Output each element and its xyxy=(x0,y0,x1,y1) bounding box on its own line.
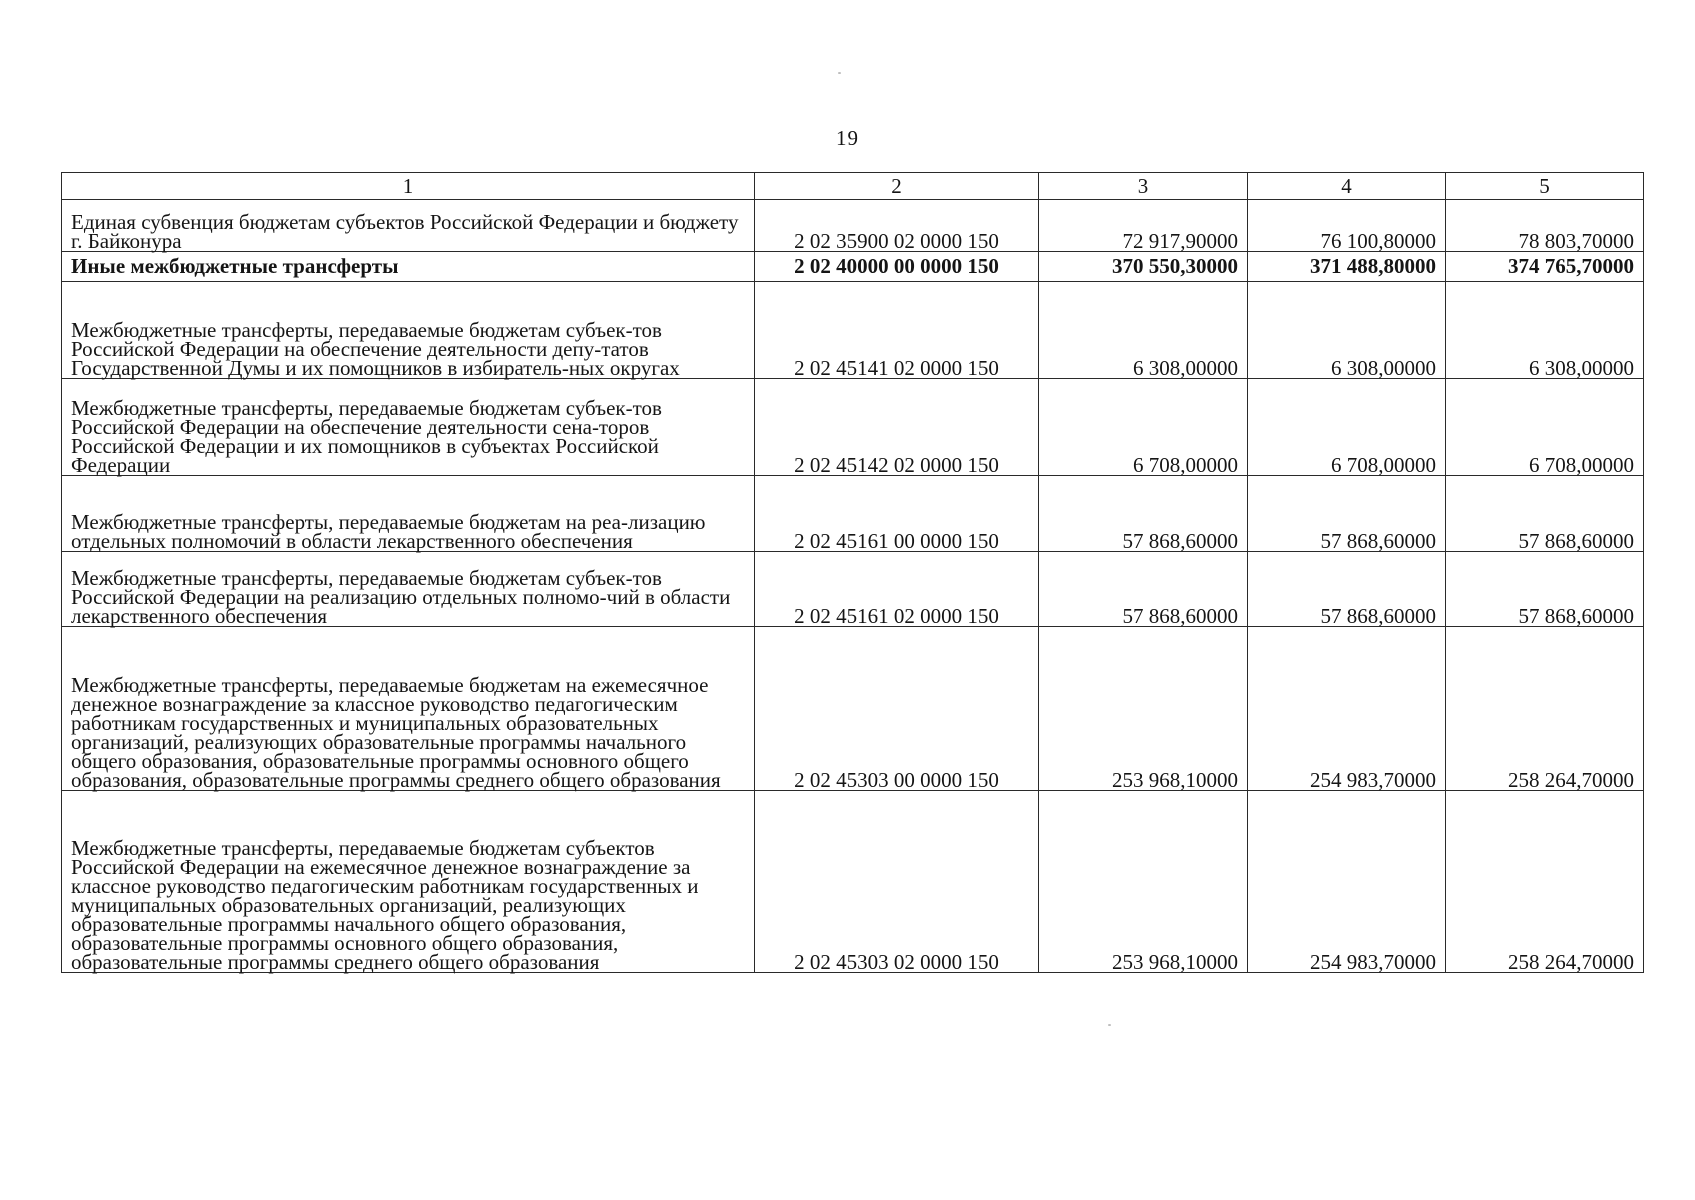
row-value-col5: 57 868,60000 xyxy=(1446,552,1644,627)
row-value-col3: 57 868,60000 xyxy=(1039,476,1248,552)
row-code: 2 02 45141 02 0000 150 xyxy=(755,282,1039,379)
row-value-col3: 370 550,30000 xyxy=(1039,252,1248,282)
row-value-col4: 57 868,60000 xyxy=(1248,476,1446,552)
header-column-4: 4 xyxy=(1248,173,1446,200)
row-value-col4: 57 868,60000 xyxy=(1248,552,1446,627)
row-value-col4: 6 308,00000 xyxy=(1248,282,1446,379)
table-row xyxy=(62,791,1644,973)
row-code: 2 02 40000 00 0000 150 xyxy=(755,252,1039,282)
row-value-col4: 254 983,70000 xyxy=(1248,627,1446,791)
table-row xyxy=(62,476,1644,552)
row-value-col5: 57 868,60000 xyxy=(1446,476,1644,552)
row-value-col4: 76 100,80000 xyxy=(1248,200,1446,252)
row-value-col4: 254 983,70000 xyxy=(1248,791,1446,973)
header-column-2: 2 xyxy=(755,173,1039,200)
budget-transfers-table xyxy=(61,172,1644,973)
row-name: Межбюджетные трансферты, передаваемые бюджетам на ежемесячное денежное вознаграждение за классное руководство педагогическим работникам государственных и муниципальных образовательных организаций, реализующих образовательные программы начального общего образования, образовательные программы основного общего образования, образовательные программы среднего общего образования xyxy=(62,627,755,791)
table-row-total xyxy=(62,252,1644,282)
scan-speck xyxy=(1108,1024,1111,1026)
row-value-col3: 253 968,10000 xyxy=(1039,791,1248,973)
row-code: 2 02 45161 00 0000 150 xyxy=(755,476,1039,552)
row-value-col3: 253 968,10000 xyxy=(1039,627,1248,791)
row-value-col5: 78 803,70000 xyxy=(1446,200,1644,252)
row-name: Межбюджетные трансферты, передаваемые бюджетам субъек-тов Российской Федерации на обеспечение деятельности депу-татов Государственной Думы и их помощников в избиратель-ных округах xyxy=(62,282,755,379)
page-number: 19 xyxy=(836,126,859,150)
row-code: 2 02 35900 02 0000 150 xyxy=(755,200,1039,252)
header-column-1: 1 xyxy=(62,173,755,200)
row-name: Межбюджетные трансферты, передаваемые бюджетам субъек-тов Российской Федерации на обеспечение деятельности сена-торов Российской Федерации и их помощников в субъектах Российской Федерации xyxy=(62,379,755,476)
row-name: Иные межбюджетные трансферты xyxy=(62,252,755,282)
scan-speck xyxy=(838,72,841,74)
row-value-col5: 6 308,00000 xyxy=(1446,282,1644,379)
row-code: 2 02 45303 00 0000 150 xyxy=(755,627,1039,791)
table-row xyxy=(62,200,1644,252)
table-row xyxy=(62,282,1644,379)
row-code: 2 02 45303 02 0000 150 xyxy=(755,791,1039,973)
row-value-col4: 6 708,00000 xyxy=(1248,379,1446,476)
row-value-col3: 72 917,90000 xyxy=(1039,200,1248,252)
row-value-col3: 6 708,00000 xyxy=(1039,379,1248,476)
row-name: Межбюджетные трансферты, передаваемые бюджетам субъек-тов Российской Федерации на реализацию отдельных полномо-чий в области лекарственного обеспечения xyxy=(62,552,755,627)
row-name: Единая субвенция бюджетам субъектов Российской Федерации и бюджету г. Байконура xyxy=(62,200,755,252)
table-row xyxy=(62,552,1644,627)
row-value-col5: 258 264,70000 xyxy=(1446,627,1644,791)
header-column-5: 5 xyxy=(1446,173,1644,200)
row-value-col5: 258 264,70000 xyxy=(1446,791,1644,973)
table-header-row xyxy=(62,173,1644,200)
row-value-col5: 6 708,00000 xyxy=(1446,379,1644,476)
row-value-col3: 57 868,60000 xyxy=(1039,552,1248,627)
table-row xyxy=(62,627,1644,791)
row-code: 2 02 45142 02 0000 150 xyxy=(755,379,1039,476)
row-name: Межбюджетные трансферты, передаваемые бюджетам субъектов Российской Федерации на ежемесячное денежное вознаграждение за классное руководство педагогическим работникам государственных и муниципальных образовательных организаций, реализующих образовательные программы начального общего образования, образовательные программы основного общего образования, образовательные программы среднего общего образования xyxy=(62,791,755,973)
table-row xyxy=(62,379,1644,476)
row-value-col5: 374 765,70000 xyxy=(1446,252,1644,282)
header-column-3: 3 xyxy=(1039,173,1248,200)
row-value-col3: 6 308,00000 xyxy=(1039,282,1248,379)
row-code: 2 02 45161 02 0000 150 xyxy=(755,552,1039,627)
row-value-col4: 371 488,80000 xyxy=(1248,252,1446,282)
row-name: Межбюджетные трансферты, передаваемые бюджетам на реа-лизацию отдельных полномочий в области лекарственного обеспечения xyxy=(62,476,755,552)
